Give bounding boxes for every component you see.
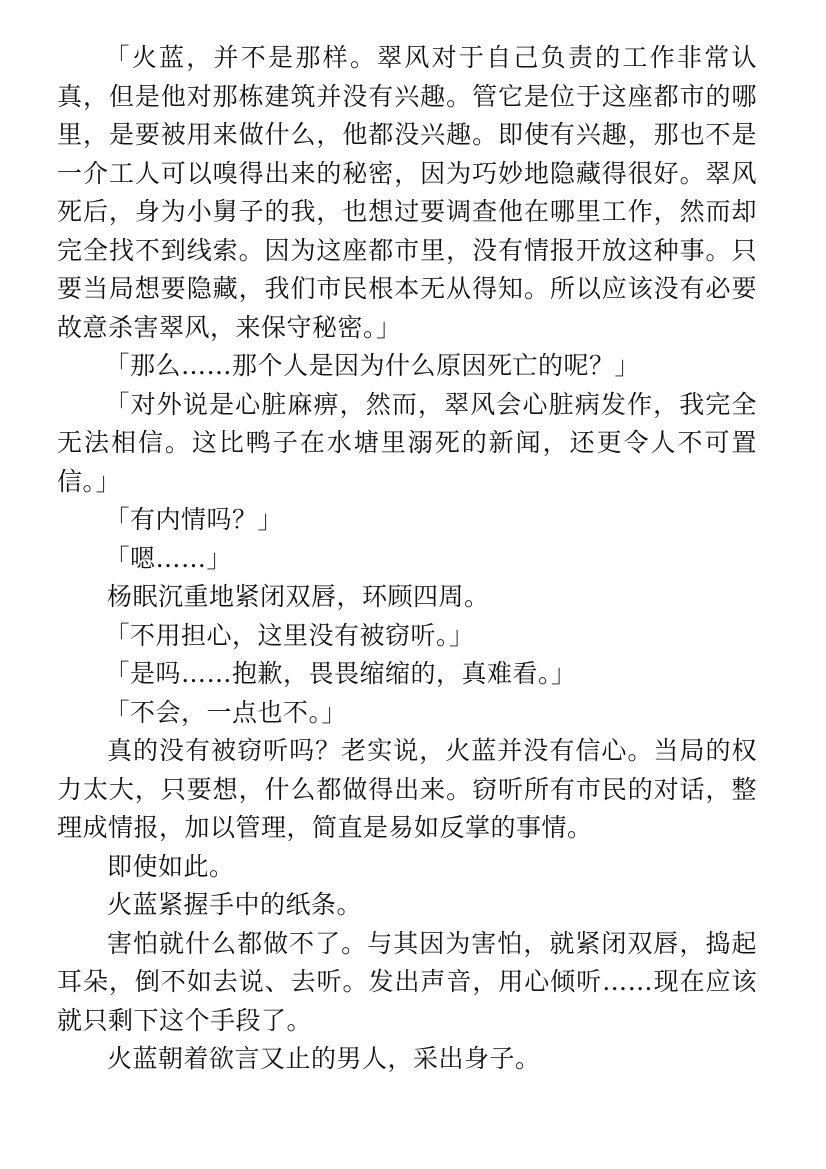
paragraph-12: 火蓝紧握手中的纸条。 (107, 890, 363, 919)
paragraph-2: 「那么……那个人是因为什么原因死亡的呢？」 (104, 351, 641, 380)
paragraph-8: 「是吗……抱歉，畏畏缩缩的，真难看。」 (104, 659, 577, 688)
book-page-text (57, 39, 757, 1079)
paragraph-14: 火蓝朝着欲言又止的男人，采出身子。 (107, 1044, 541, 1073)
paragraph-10: 真的没有被窃听吗？老实说，火蓝并没有信心。当局的权力太大，只要想，什么都做得出来。窃听所有市民的对话，整理成情报，加以管理，简直是易如反掌的事情。 (57, 736, 757, 842)
paragraph-5: 「嗯……」 (104, 543, 233, 573)
paragraph-9: 「不会，一点也不。」 (104, 697, 348, 727)
paragraph-6: 杨眠沉重地紧闭双唇，环顾四周。 (107, 582, 490, 611)
paragraph-4: 「有内情吗？」 (104, 505, 284, 534)
paragraph-7: 「不用担心，这里没有被窃听。」 (104, 620, 475, 650)
paragraph-13: 害怕就什么都做不了。与其因为害怕，就紧闭双唇，捣起耳朵，倒不如去说、去听。发出声音，用心倾听……现在应该就只剩下这个手段了。 (57, 928, 757, 1035)
paragraph-3: 「对外说是心脏麻痹，然而，翠风会心脏病发作，我完全无法相信。这比鸭子在水塘里溺死的新闻，还更令人不可置信。」 (57, 389, 757, 496)
paragraph-1: 「火蓝，并不是那样。翠风对于自己负责的工作非常认真，但是他对那栋建筑并没有兴趣。管它是位于这座都市的哪里，是要被用来做什么，他都没兴趣。即使有兴趣，那也不是一介工人可以嗅得出来的秘密，因为巧妙地隐藏得很好。翠风死后，身为小舅子的我，也想过要调查他在哪里工作，然而却完全找不到线索。因为这座都市里，没有情报开放这种事。只要当局想要隐藏，我们市民根本无从得知。所以应该没有必要故意杀害翠风，来保守秘密。」 (57, 43, 757, 342)
paragraph-11: 即使如此。 (107, 851, 235, 881)
